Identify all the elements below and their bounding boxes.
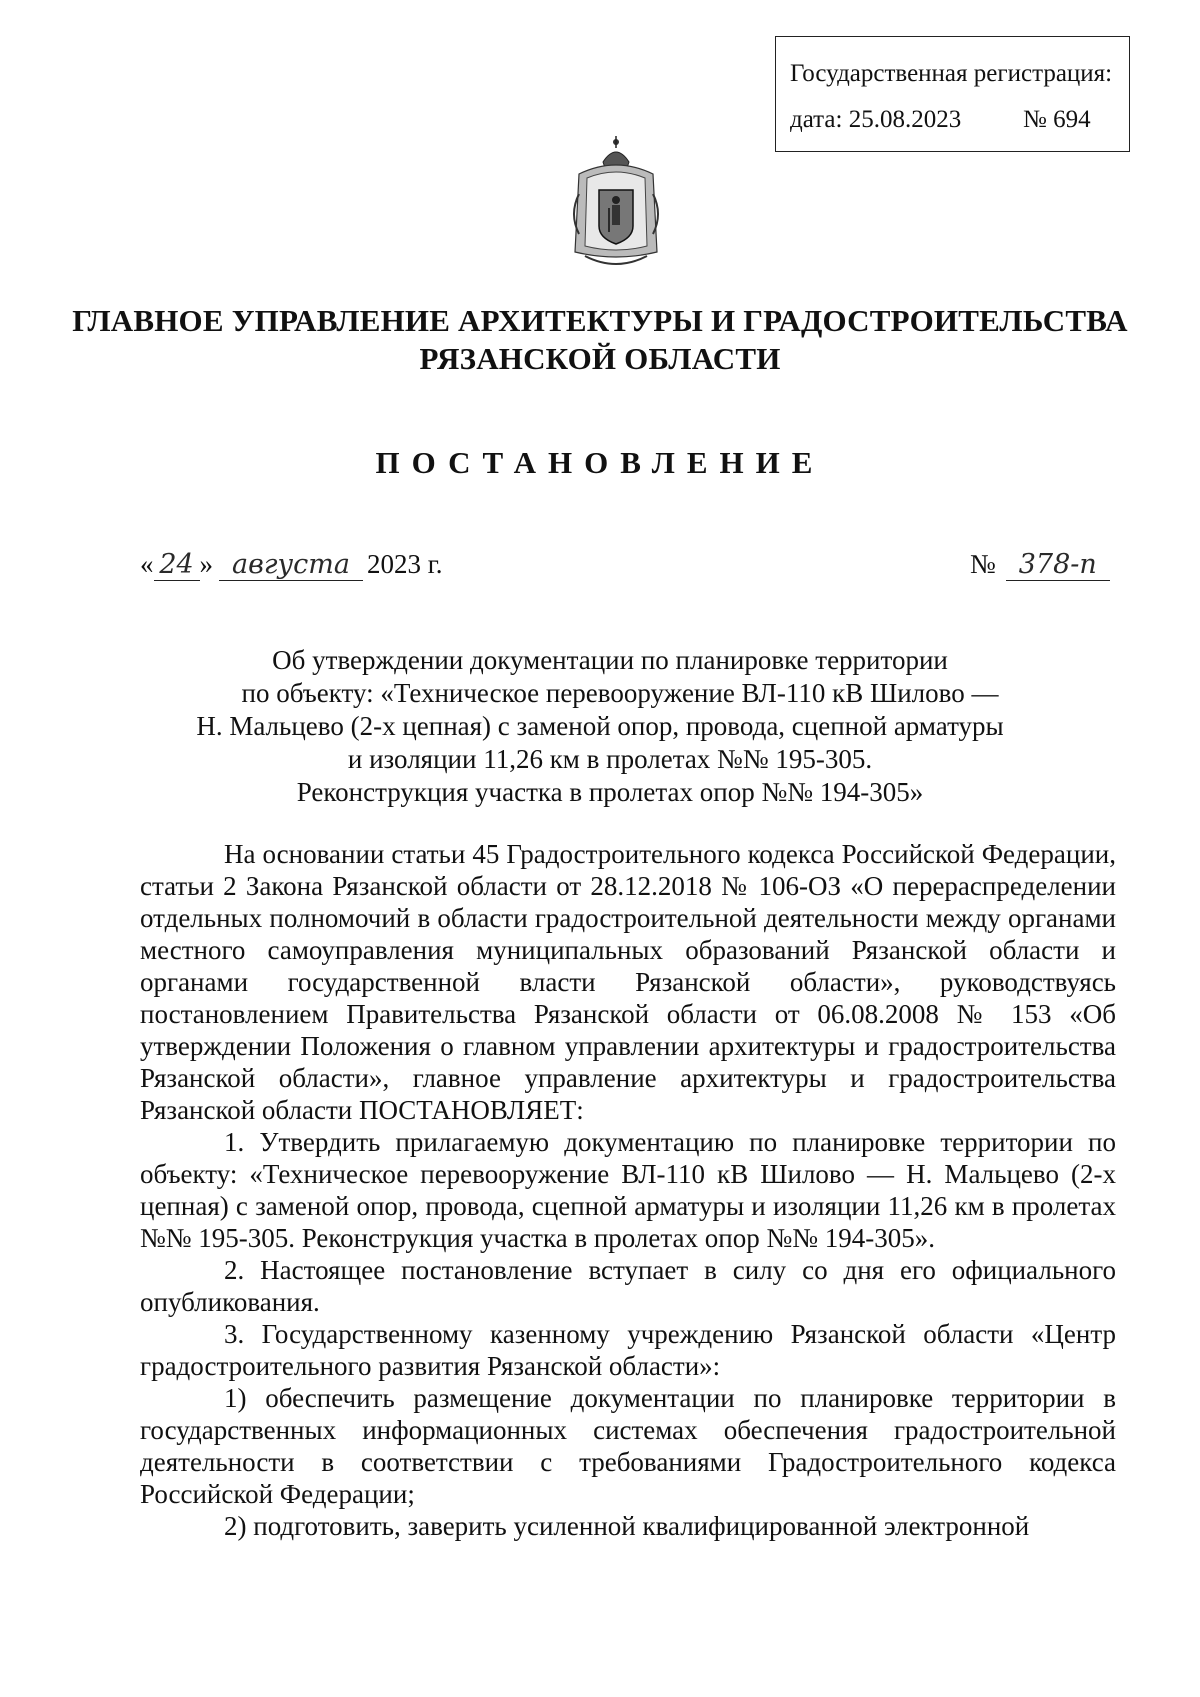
- date-month: августа: [219, 549, 363, 581]
- item-1-paragraph: 1. Утвердить прилагаемую документацию по планировке территории по объекту: «Техническое перевооружение ВЛ-110 кВ Шилово — Н. Мальцево (2-х цепная) с заменой опор, провода, сцепной арматуры и изоляции 11,26 км в пролетах №№ 195-305. Реконструкция участка в пролетах опор №№ 194-305».: [140, 1127, 1116, 1253]
- title-line-2: по объекту: «Техническое перевооружение ВЛ-110 кВ Шилово —: [241, 678, 999, 708]
- agency-name-line1: ГЛАВНОЕ УПРАВЛЕНИЕ АРХИТЕКТУРЫ И ГРАДОСТРОИТЕЛЬСТВА: [72, 303, 1128, 338]
- date-day: 24: [154, 549, 200, 581]
- document-date: [140, 549, 443, 581]
- title-line-3: Н. Мальцево (2-х цепная) с заменой опор, провода, сцепной арматуры: [196, 711, 1004, 741]
- item-3-paragraph: 3. Государственному казенному учреждению Рязанской области «Центр градостроительного развития Рязанской области»:: [140, 1319, 1116, 1381]
- title-line-1: Об утверждении документации по планировке территории: [272, 645, 948, 675]
- date-year: 2023 г.: [367, 549, 443, 579]
- document-type: ПОСТАНОВЛЕНИЕ: [375, 445, 825, 480]
- item-2-paragraph: 2. Настоящее постановление вступает в силу со дня его официального опубликования.: [140, 1255, 1116, 1317]
- registration-date: дата: 25.08.2023: [790, 106, 962, 133]
- ryazan-coat-of-arms-icon: [565, 134, 667, 274]
- registration-title: Государственная регистрация:: [790, 60, 1113, 87]
- agency-name-line2: РЯЗАНСКОЙ ОБЛАСТИ: [419, 341, 781, 376]
- date-close-quote: »: [199, 549, 213, 579]
- date-open-quote: «: [140, 549, 154, 579]
- document-number: [970, 549, 1110, 581]
- registration-box: [775, 36, 1130, 152]
- number-label: №: [970, 549, 996, 579]
- title-line-5: Реконструкция участка в пролетах опор №№ 194-305»: [296, 777, 924, 807]
- subitem-1-paragraph: 1) обеспечить размещение документации по планировке территории в государственных информационных системах обеспечения градостроительной деятельности в соответствии с требованиями Градостроительного кодекса Российской Федерации;: [140, 1383, 1116, 1509]
- registration-number: № 694: [1023, 106, 1091, 133]
- title-line-4: и изоляции 11,26 км в пролетах №№ 195-305.: [347, 744, 873, 774]
- preamble-paragraph: На основании статьи 45 Градостроительного кодекса Российской Федерации, статьи 2 Закона Рязанской области от 28.12.2018 № 106-ОЗ «О перераспределении отдельных полномочий в области градостроительной деятельности между органами местного самоуправления муниципальных образований Рязанской области и органами государственной власти Рязанской области», руководствуясь постановлением Правительства Рязанской области от 06.08.2008 № 153 «Об утверждении Положения о главном управлении архитектуры и градостроительства Рязанской области», главное управление архитектуры и градостроительства Рязанской области ПОСТАНОВЛЯЕТ:: [140, 839, 1116, 1125]
- number-value: 378-п: [1006, 549, 1110, 581]
- subitem-2-paragraph: 2) подготовить, заверить усиленной квалифицированной электронной: [224, 1511, 1030, 1541]
